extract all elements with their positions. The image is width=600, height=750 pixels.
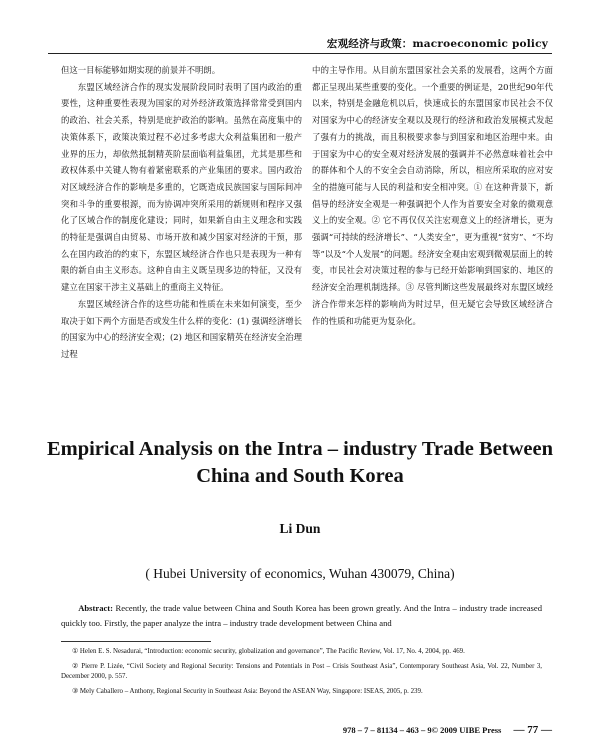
footnote-2: ② Pierre P. Lizée, “Civil Society and Regional Security: Tensions and Potentials in Post – Crisis Southeast Asia”, Contemporary Southeast Asia, Vol. 22, Number 3, December 2000, p. 557. [61, 662, 542, 681]
author-affiliation: ( Hubei University of economics, Wuhan 430079, China) [145, 566, 455, 581]
header-rule [48, 53, 552, 54]
left-paragraph-2: 东盟区域经济合作的现实发展阶段同时表明了国内政治的重要性，这种重要性表现为国家的对外经济政策选择常常受到国内的政治、社会关系，特别是庇护政治的影响。虽然在高度集中的决策体系下，政策决策过程不必过多考虑大众利益集团和一般产业界的压力，却依然抵制精英阶层面临利益集团，尤其是那些和政权体系中关键人物有着紧密联系的产业集团的要求。国内政治对区域经济合作的影响是多重的，它既造成民族国家与国际间冲突和斗争的重要根源，而为协调冲突所采用的新规则和程序又强化了区域合作的制度化建设；同时，如果新自由主义理念和实践的特征是强调自由贸易、市场开放和减少国家对经济的干预，那么在国内政治的约束下，东盟区域经济合作也只是表现为一种有限的新自由主义形态。这种自由主义既呈现多边的特征，又没有建立在国家干涉主义基础上的重商主义特征。 [61, 81, 302, 293]
left-paragraph-1: 但这一目标能够如期实现的前景并不明朗。 [61, 65, 221, 75]
abstract [61, 601, 542, 631]
left-paragraph-3: 东盟区域经济合作的这些功能和性质在未来如何演变，至少取决于如下两个方面是否或发生什么样的变化：(1) 强调经济增长的国家为中心的经济安全观；(2) 地区和国家精英在经济安全治理过程 [61, 298, 302, 359]
imprint-text: 978 – 7 – 81134 – 463 – 9© 2009 UIBE Press [342, 725, 502, 735]
abstract-text: Recently, the trade value between China and South Korea has been grown greatly. And the Intra – industry trade increased quickly too. Firstly, the paper analyze the intra – industry trade development between China and [61, 603, 542, 628]
running-header: 宏观经济与政策：macroeconomic policy [326, 38, 548, 50]
page-number: — 77 — [513, 724, 552, 736]
footnote-1: ① Helen E. S. Nesadurai, “Introduction: economic security, globalization and governance”, The Pacific Review, Vol. 17, No. 4, 2004, pp. 469. [72, 648, 465, 655]
abstract-label: Abstract: [78, 603, 114, 613]
left-column [61, 62, 302, 363]
article-title-line-1: Empirical Analysis on the Intra – industry Trade Between [46, 438, 554, 460]
footnotes [61, 647, 542, 701]
author-name: Li Dun [279, 521, 321, 536]
page-footer [343, 724, 552, 736]
footnote-3: ③ Mely Caballero – Anthony, Regional Security in Southeast Asia: Beyond the ASEAN Way, Singapore: ISEAS, 2005, p. 239. [72, 687, 423, 695]
footnote-rule [61, 641, 211, 642]
right-paragraph-1: 中的主导作用。从目前东盟国家社会关系的发展看，这两个方面都正呈现出某些重要的变化。一个重要的例证是，20世纪90年代以来，特别是金融危机以后，快速成长的东盟国家市民社会不仅对国家为中心的经济安全观以及现行的经济和政治发展模式发起了强有力的挑战，而且积极要求参与到国家和地区治理中来。由于国家为中心的安全观对经济发展的强调并不必然意味着社会中的群体和个人的不安全会自动消除，所以，相应所采取的应对安全的措施可能与人民的利益和安全相冲突。① 在这种背景下，新倡导的经济安全观是一种强调把个人作为首要安全对象的微观意义上的安全观。② 它不再仅仅关注宏观意义上的经济增长，更为强调“可持续的经济增长”、“人类安全”，更为重视“贫穷”、“不均等”以及“个人发展”的问题。经济安全观由宏观到微观层面上的转变，市民社会对决策过程的参与已经开始影响到国家的、地区的经济安全治理机制选择。③ 尽管判断这些发展最终对东盟区域经济合作带来怎样的影响尚为时过早，但无疑它会导致区域经济合作的性质和功能更为复杂化。 [312, 65, 553, 326]
article-title-line-2: China and South Korea [196, 465, 404, 487]
article-title [40, 436, 560, 490]
right-column [312, 62, 553, 329]
